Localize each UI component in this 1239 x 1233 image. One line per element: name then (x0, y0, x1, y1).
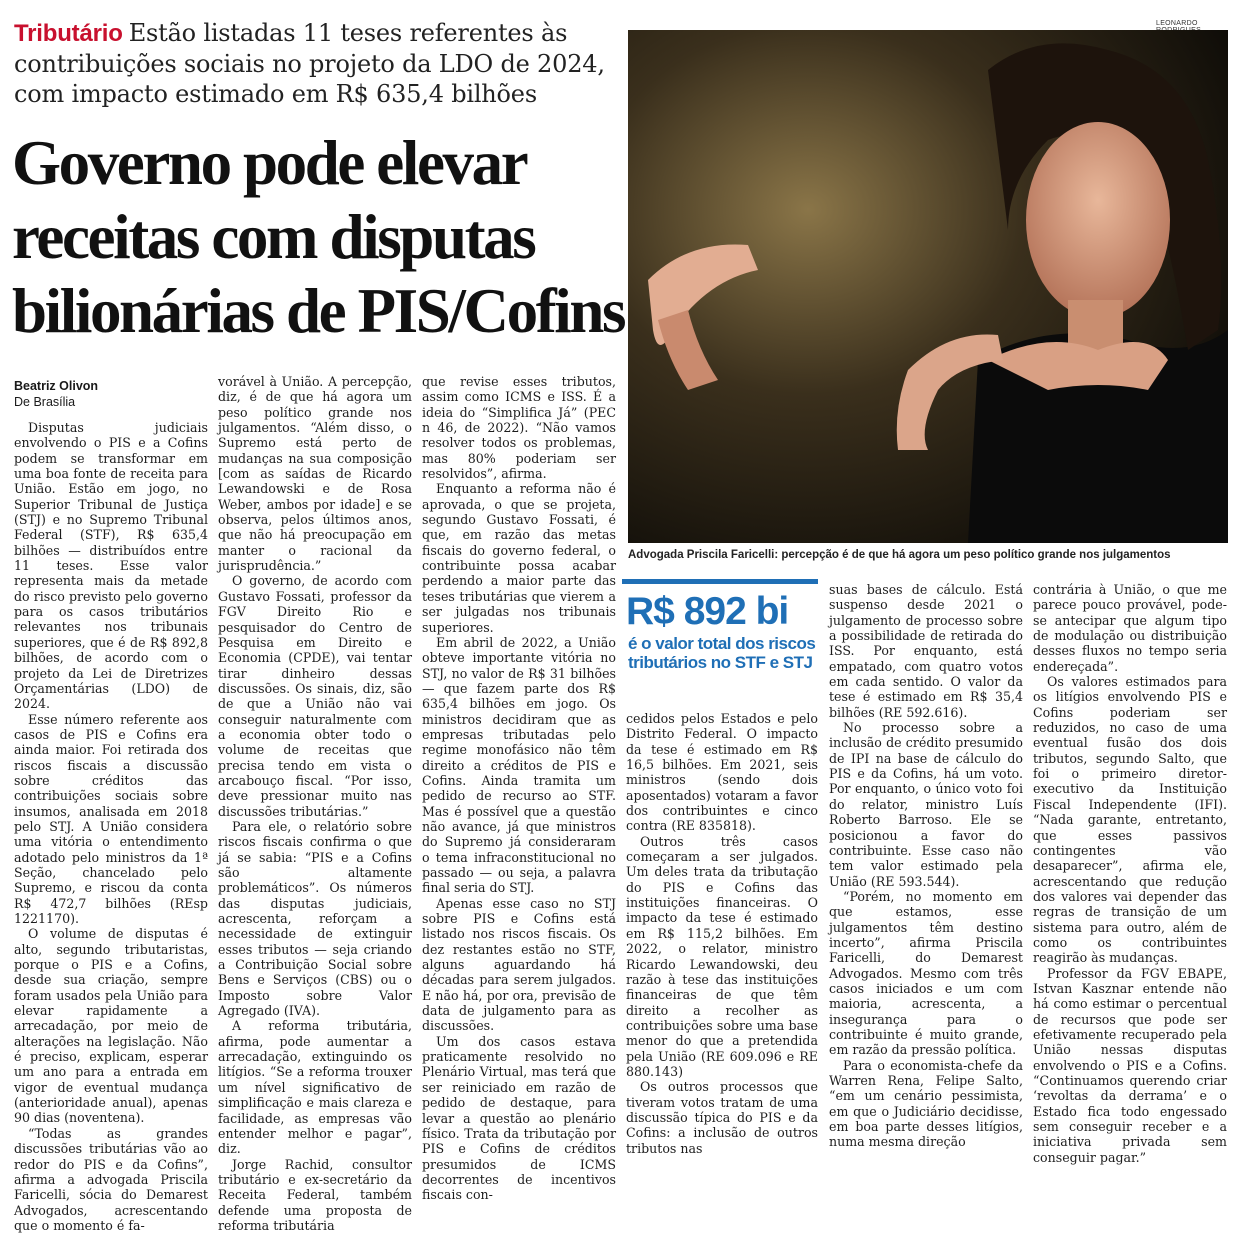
paragraph: “Porém, no momento em que estamos, esse julgamentos têm destino incerto”, afirma Priscila Faricelli, do Demarest Advogados. Mesmo com três casos iniciados e um com maioria, acrescenta, a insegurança para o contribuinte é muito grande, em razão da pressão política. (829, 888, 1023, 1058)
kicker-text: Estão listadas 11 teses referentes às contribuições sociais no projeto da LDO de 2024, com impacto estimado em R$ 635,4 bilhões (14, 19, 605, 108)
highlight-box (622, 579, 818, 694)
column-2 (218, 374, 412, 1233)
paragraph: O governo, de acordo com Gustavo Fossati, professor da FGV Direito Rio e pesquisador do Centro de Pesquisa em Direito e Economia (CPDE), vai tentar tirar dinheiro dessas discussões. Os sinais, diz, são de que a União não vai conseguir naturalmente com a economia obter todo o volume de receitas que precisa tendo em vista o arcabouço fiscal. “Por isso, deve pressionar muito nas discussões tributárias.” (218, 573, 412, 819)
highlight-value: R$ 892 bi (626, 590, 789, 633)
paragraph: Disputas judiciais envolvendo o PIS e a Cofins podem se transformar em uma boa fonte de receita para União. Estão em jogo, no Superior Tribunal de Justiça (STJ) e no Supremo Tribunal Federal (STF), R$ 635,4 bilhões — distribuídos entre 11 teses. Esse valor representa mais da metade do risco previsto pelo governo para os casos tributários relevantes nos tribunais superiores, que é de R$ 892,8 bilhões, de acordo com o projeto da Lei de Diretrizes Orçamentárias (LDO) de 2024. (14, 420, 208, 712)
paragraph: suas bases de cálculo. Está suspenso desde 2021 o julgamento de processo sobre a possibilidade de retirada do ISS. Por enquanto, está empatado, com quatro votos em cada sentido. O valor da tese é estimado em R$ 35,4 bilhões (RE 592.616). (829, 582, 1023, 720)
headline: Governo pode elevar receitas com disputas bilionárias de PIS/Cofins (12, 128, 625, 346)
paragraph: que revise esses tributos, assim como ICMS e ISS. É a ideia do “Simplifica Já” (PEC n 46, de 2022). “Não vamos resolver todos os problemas, mas 80% poderiam ser resolvidos”, afirma. (422, 374, 616, 482)
paragraph: “Todas as grandes discussões tributárias vão ao redor do PIS e da Cofins”, afirma a advogada Priscila Faricelli, sócia do Demarest Advogados, acrescentando que o momento é fa- (14, 1125, 208, 1233)
byline (14, 378, 98, 410)
column-5 (829, 582, 1023, 1150)
paragraph: A reforma tributária, afirma, pode aumentar a arrecadação, extinguindo os litígios. “Se a reforma trouxer um nível significativo de simplificação e mais clareza e facilidade, as empresas vão entender melhor e pagar”, diz. (218, 1018, 412, 1157)
kicker (14, 18, 619, 109)
paragraph: Para o economista-chefe da Warren Rena, Felipe Salto, “em um cenário pessimista, em que o Judiciário decidisse, em boa parte desses litígios, numa mesma direção (829, 1057, 1023, 1150)
paragraph: cedidos pelos Estados e pelo Distrito Federal. O impacto da tese é estimado em R$ 16,5 bilhões. Em 2021, seis ministros (sendo dois aposentados) votaram a favor dos contribuintes e cinco contra (RE 835818). (626, 711, 818, 834)
photo-illustration (628, 30, 1228, 543)
photo-caption: Advogada Priscila Faricelli: percepção é de que há agora um peso político grande nos julgamentos (628, 549, 1171, 561)
paragraph: Em abril de 2022, a União obteve importante vitória no STJ, no valor de R$ 31 bilhões — que fazem parte dos R$ 635,4 bilhões em jogo. Os ministros decidiram que as empresas tributadas pelo regime monofásico não têm direito a créditos de PIS e Cofins. Ainda tramita um pedido de recurso ao STF. Mas é possível que a questão não avance, já que ministros do Supremo já consideraram o tema infraconstitucional no passado — ou seja, a palavra final seria do STJ. (422, 634, 616, 896)
paragraph: Professor da FGV EBAPE, Istvan Kasznar entende não há como estimar o percentual de recursos que pode ser efetivamente recuperado pela União nessas disputas envolvendo o PIS e a Cofins. “Continuamos querendo criar ‘revoltas da derrama’ e o Estado fica todo engessado sem conseguir receber e a iniciativa privada sem conseguir pagar.” (1033, 965, 1227, 1165)
author-name: Beatriz Olivon (14, 379, 99, 393)
paragraph: Um dos casos estava praticamente resolvido no Plenário Virtual, mas terá que ser reiniciado em razão de pedido de destaque, para levar a questão ao plenário físico. Trata da tributação por PIS e Cofins de créditos presumidos de ICMS decorrentes de incentivos fiscais con- (422, 1033, 616, 1203)
paragraph: vorável à União. A percepção, diz, é de que há agora um peso político grande nos julgamentos. “Além disso, o Supremo está perto de mudanças na sua composição [com as saídas de Ricardo Lewandowski e de Rosa Weber, ambos por idade] e se observa, pelos últimos anos, que não há preocupação em manter o racional da jurisprudência.” (218, 374, 412, 574)
section-tag: Tributário (14, 20, 123, 47)
paragraph: Esse número referente aos casos de PIS e Cofins era ainda maior. Foi retirada dos riscos fiscais a discussão sobre créditos das contribuições sociais sobre insumos, analisada em 2018 pelo STJ. A União considera uma vitória o entendimento adotado pelo ministros da 1ª Seção, chancelado pelo Supremo, e riscou da conta R$ 472,7 bilhões (REsp 1221170). (14, 711, 208, 926)
column-6 (1033, 582, 1227, 1165)
paragraph: Apenas esse caso no STJ sobre PIS e Cofins está listado nos riscos fiscais. Os dez restantes estão no STF, alguns aguardando há décadas para serem julgados. E não há, por ora, previsão de data de julgamento para as discussões. (422, 895, 616, 1034)
column-4 (626, 711, 818, 1156)
paragraph: Para ele, o relatório sobre riscos fiscais confirma o que já se sabia: “PIS e a Cofins são altamente problemáticos”. Os números das disputas judiciais, acrescenta, reforçam a necessidade de extinguir esses tributos — seja criando a Contribuição Social sobre Bens e Serviços (CBS) ou o Imposto sobre Valor Agregado (IVA). (218, 818, 412, 1019)
photo-credit: LEONARDO (1156, 20, 1198, 27)
author-location: De Brasília (14, 395, 76, 409)
paragraph: Os valores estimados para os litígios envolvendo PIS e Cofins poderiam ser reduzidos, no caso de uma eventual fusão dos dois tributos, segundo Salto, que foi o primeiro diretor-executivo da Instituição Fiscal Independente (IFI). “Nada garante, entretanto, que esses passivos contingentes vão desaparecer”, afirma ele, acrescentando que redução dos valores vai depender das regras de transição de um sistema para outro, além de como os contribuintes reagirão às mudanças. (1033, 674, 1227, 966)
column-3 (422, 374, 616, 1203)
paragraph: No processo sobre a inclusão de crédito presumido de IPI na base de cálculo do PIS e da Cofins, há um voto. Por enquanto, o único voto foi do relator, ministro Luís Roberto Barroso. Ele se posicionou a favor do contribuinte. Esse caso não tem valor estimado pela União (RE 593.544). (829, 720, 1023, 889)
article-photo (628, 30, 1228, 543)
paragraph: Os outros processos que tiveram votos tratam de uma discussão típica do PIS e da Cofins: a inclusão de outros tributos nas (626, 1079, 818, 1156)
paragraph: contrária à União, o que me parece pouco provável, pode-se antecipar que algum tipo de modulação ou distribuição desses fluxos no tempo seria endereçada”. (1033, 582, 1227, 674)
paragraph: Enquanto a reforma não é aprovada, o que se projeta, segundo Gustavo Fossati, é que, em razão das metas fiscais do governo federal, o contribuinte possa acabar perdendo a maior parte das teses tributárias que vierem a ser julgadas nos tribunais superiores. (422, 481, 616, 635)
paragraph: Outros três casos começaram a ser julgados. Um deles trata da tributação do PIS e Cofins das instituições financeiras. O impacto da tese é estimado em R$ 115,2 bilhões. Em 2022, o relator, ministro Ricardo Lewandowski, deu razão à tese das instituições financeiras de que têm direito a recolher as contribuições sobre uma base menor do que a pretendida pela União (RE 609.096 e RE 880.143) (626, 833, 818, 1079)
column-1 (14, 420, 208, 1233)
highlight-text: é o valor total dos riscos tributários no STF e STJ (628, 634, 816, 672)
paragraph: O volume de disputas é alto, segundo tributaristas, porque o PIS e a Cofins, desde sua criação, sempre foram usados pela União para elevar rapidamente a arrecadação, por meio de alterações na legislação. Não é preciso, explicam, esperar um ano para a entrada em vigor de eventual mudança (anterioridade anual), apenas 90 dias (noventena). (14, 926, 208, 1126)
paragraph: Jorge Rachid, consultor tributário e ex-secretário da Receita Federal, também defende uma proposta de reforma tributária (218, 1156, 412, 1233)
